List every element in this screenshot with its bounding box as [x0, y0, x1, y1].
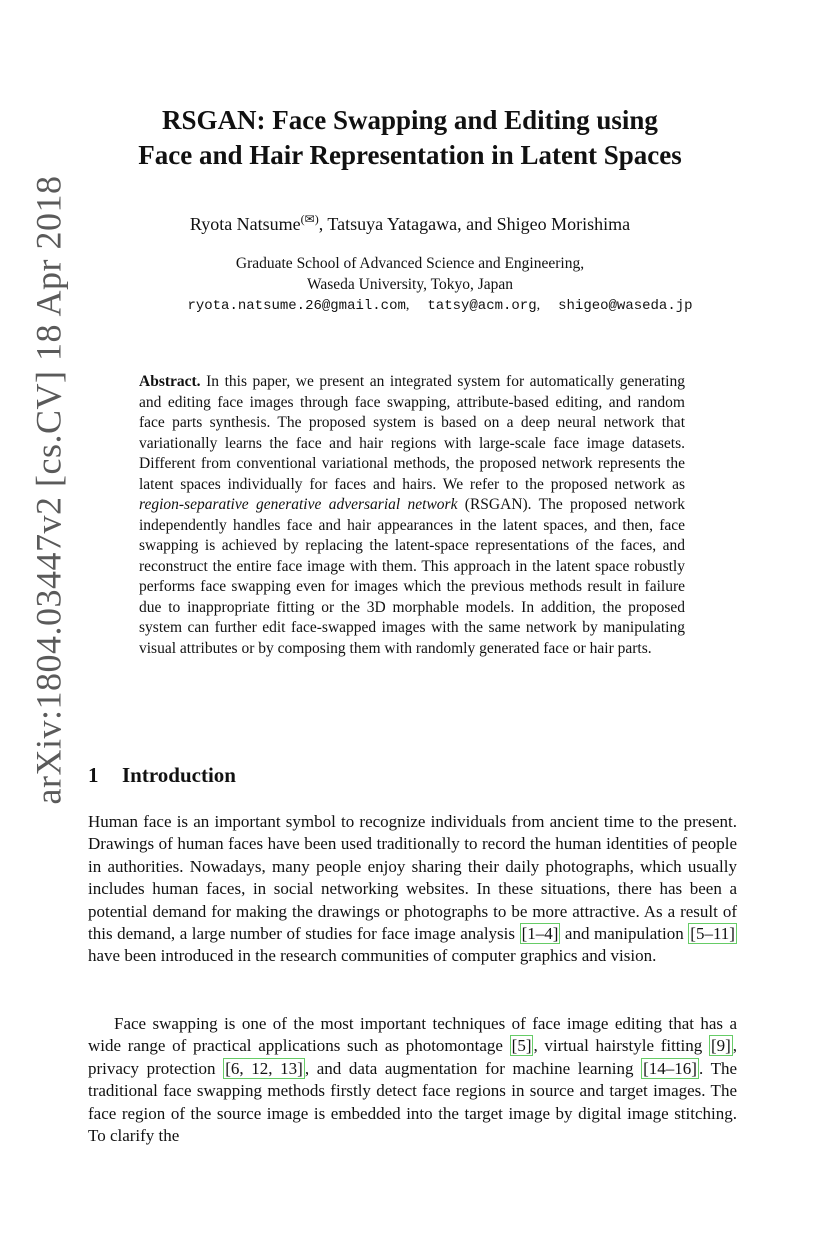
title-line-2: Face and Hair Representation in Latent Spaces	[138, 140, 682, 170]
email-list	[60, 296, 820, 316]
email-2[interactable]: tatsy@acm.org	[427, 298, 537, 314]
paragraph-text: Human face is an important symbol to recognize individuals from ancient time to the present. Drawings of human faces have been used traditionally to record the human identities of people in authorities. Nowadays, many people enjoy sharing their daily photographs, which usually includes human faces, in social networking websites. In these situations, there has been a potential demand for making the drawings or photographs to be more attractive. As a result of this demand, a large number of studies for face image analysis	[88, 812, 737, 944]
affiliation	[60, 254, 760, 295]
abstract-text-1: In this paper, we present an integrated system for automatically generating and editing face images through face swapping, attribute-based editing, and random face parts synthesis. The proposed system is based on a deep neural network that variationally learns the face and hair regions with large-scale face image datasets. Different from conventional variational methods, the proposed network represents the latent spaces individually for faces and hairs. We refer to the proposed network as	[139, 373, 685, 493]
paragraph-text: and manipulation	[560, 924, 689, 944]
citation-link[interactable]: [5–11]	[690, 924, 735, 944]
paragraph-text: . The traditional face swapping methods firstly detect face regions in source and target images. The face region of the source image is embedded into the target image by digital image stitching. To clarify the	[88, 1058, 737, 1146]
arxiv-stamp-text: arXiv:1804.03447v2 [cs.CV] 18 Apr 2018	[28, 175, 69, 805]
section-heading	[88, 762, 236, 788]
abstract-label: Abstract.	[139, 373, 201, 390]
paragraph-text: have been introduced in the research communities of computer graphics and vision.	[88, 946, 657, 966]
email-3[interactable]: shigeo@waseda.jp	[558, 298, 693, 314]
email-separator: ,	[536, 298, 541, 313]
section-number: 1	[88, 763, 99, 787]
paragraph-1	[88, 811, 737, 968]
abstract-italic-term: region-separative generative adversarial network	[139, 496, 458, 513]
paper-title	[60, 103, 760, 173]
author-1: Ryota Natsume	[189, 214, 301, 234]
envelope-icon: (✉)	[300, 212, 319, 226]
author-list	[60, 212, 760, 236]
citation-link[interactable]: [5]	[511, 1036, 532, 1056]
paragraph-text: , virtual hairstyle fitting	[533, 1036, 709, 1056]
other-authors: , Tatsuya Yatagawa, and Shigeo Morishima	[318, 214, 631, 234]
abstract-text-2: (RSGAN). The proposed network independently handles face and hair appearances in the latent spaces, and then, face swapping is achieved by replacing the latent-space representations of the faces, and reconstruct the entire face image with them. This approach in the latent space robustly performs face swapping even for images which the previous methods result in failure due to inappropriate fitting or the 3D morphable models. In addition, the proposed system can further edit face-swapped images with the same network by manipulating visual attributes or by composing them with randomly generated face or hair parts.	[139, 496, 686, 657]
paragraph-text: Face swapping is one of the most important techniques of face image editing that has a wide range of practical applications such as photomontage	[88, 1014, 737, 1056]
section-title: Introduction	[122, 763, 236, 787]
affiliation-line-1: Graduate School of Advanced Science and Engineering,	[235, 255, 585, 272]
citation-link[interactable]: [14–16]	[643, 1058, 697, 1078]
citation-link[interactable]: [9]	[710, 1036, 731, 1056]
title-line-1: RSGAN: Face Swapping and Editing using	[162, 105, 658, 135]
email-separator: ,	[405, 298, 410, 313]
paragraph-text: , privacy protection	[88, 1036, 738, 1078]
affiliation-line-2: Waseda University, Tokyo, Japan	[306, 275, 513, 293]
email-1[interactable]: ryota.natsume.26@gmail.com	[187, 298, 406, 314]
citation-link[interactable]: [1–4]	[521, 924, 559, 944]
paragraph-2	[88, 1013, 737, 1147]
citation-link[interactable]: [6, 12, 13]	[225, 1058, 303, 1078]
abstract	[139, 372, 685, 659]
paragraph-text: , and data augmentation for machine learning	[304, 1058, 642, 1078]
